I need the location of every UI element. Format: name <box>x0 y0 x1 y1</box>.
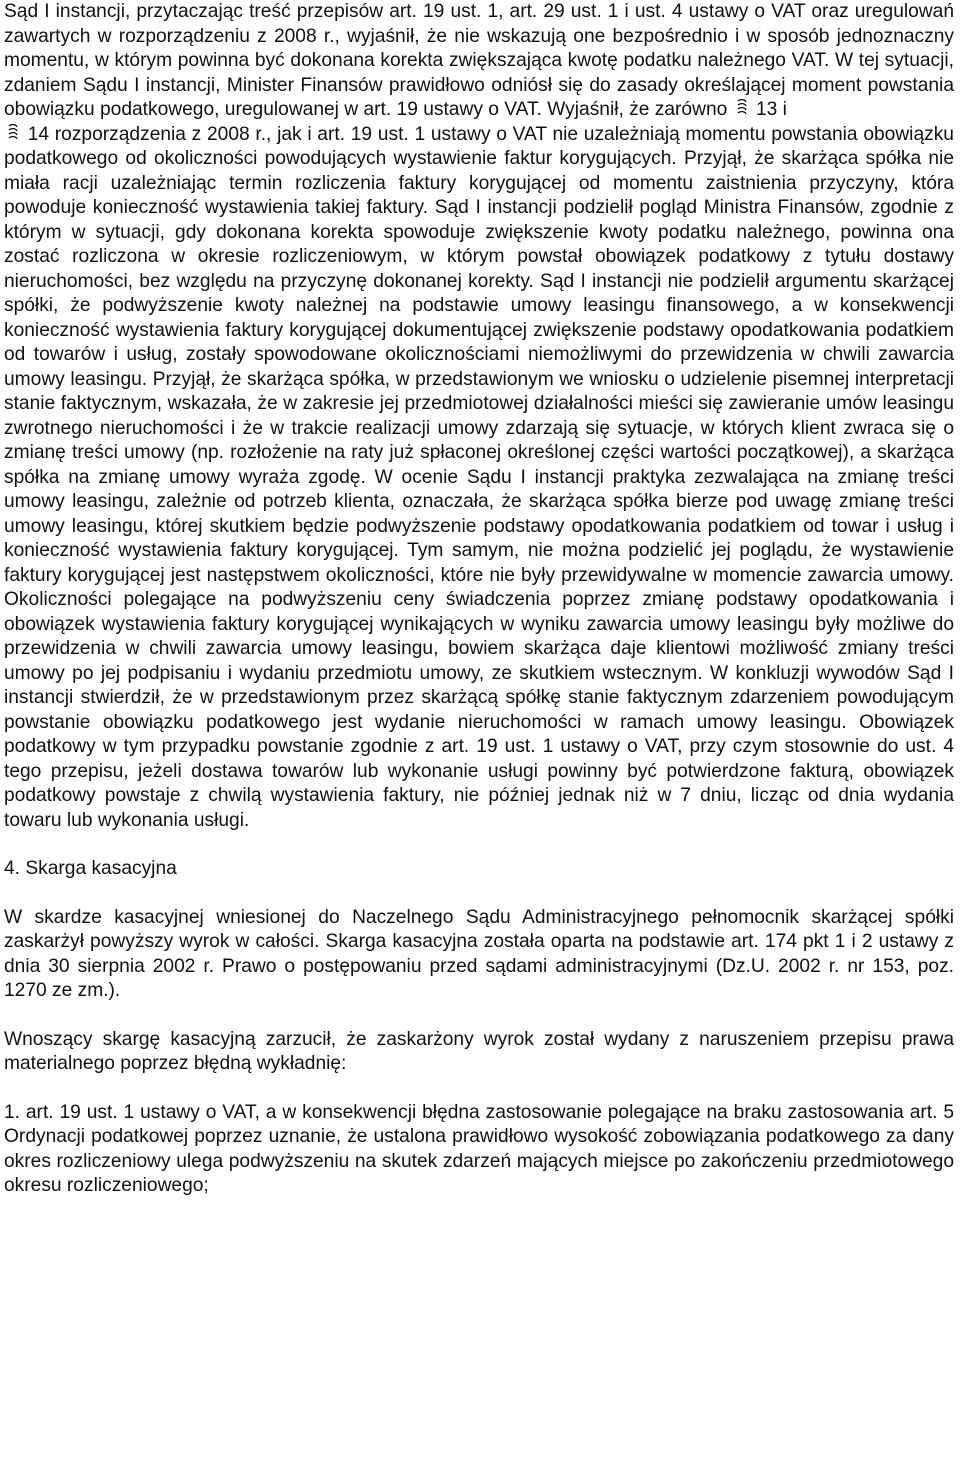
paragraph-court-reasoning-part3: 14 rozporządzenia z 2008 r., jak i art. 19 ust. 1 ustawy o VAT nie uzależniają momentu powstania obowiązku podatkowego od okoliczności powodujących wystawienie faktur korygujących. Przyjął, że skarżąca spółka nie miała racji uzależniając termin rozliczenia faktury korygującej od momentu zaistnienia przyczyny, która powoduje konieczność wystawienia takiej faktury. Sąd I instancji podzielił pogląd Ministra Finansów, zgodnie z którym w sytuacji, gdy dokonana korekta spowoduje zwiększenie kwoty podatku należnego, powinna ona zostać rozliczona w okresie rozliczeniowym, w którym powstał obowiązek podatkowy z tytułu dostawy nieruchomości, bez względu na przyczynę dokonanej korekty. Sąd I instancji nie podzielił argumentu skarżącej spółki, że podwyższenie kwoty należnej na podstawie umowy leasingu finansowego, a w konsekwencji konieczność wystawienia faktury korygującej dokumentującej zwiększenie podstawy opodatkowania podatkiem od towarów i usług, zostały spowodowane okolicznościami niemożliwymi do przewidzenia w chwili zawarcia umowy leasingu. Przyjął, że skarżąca spółka, w przedstawionym we wniosku o udzielenie pisemnej interpretacji stanie faktycznym, wskazała, że w zakresie jej przedmiotowej działalności mieści się zawieranie umów leasingu zwrotnego nieruchomości i że w trakcie realizacji umowy zdarzają się sytuacje, w których klient zwraca się o zmianę treści umowy (np. rozłożenie na raty już spłaconej określonej części wartości początkowej), a skarżąca spółka na zmianę umowy wyraża zgodę. W ocenie Sądu I instancji praktyka zezwalająca na zmianę treści umowy leasingu, zależnie od potrzeb klienta, oznaczała, że skarżąca spółka bierze pod uwagę zmianę treści umowy leasingu, której skutkiem będzie podwyższenie podstawy opodatkowania podatkiem od towar i usług i konieczność wystawienia faktury korygującej. Tym samym, nie można podzielić jej poglądu, że wystawienie faktury korygującej jest następstwem okoliczności, które nie były przewidywalne w momencie zawarcia umowy. Okoliczności polegające na podwyższeniu ceny świadczenia poprzez zmianę podstawy opodatkowania i obowiązek wystawienia faktury korygującej wynikających w wyniku zawarcia umowy leasingu były możliwe do przewidzenia w chwili zawarcia umowy leasingu, bowiem skarżąca daje klientowi możliwość zmiany treści umowy po jej podpisaniu i wydaniu przedmiotu umowy, ze skutkiem wstecznym. W konkluzji wywodów Sąd I instancji stwierdził, że w przedstawionym przez skarżącą spółkę stanie faktycznym zdarzeniem powodującym powstanie obowiązku podatkowego jest wydanie nieruchomości w ramach umowy leasingu. Obowiązek podatkowy w tym przypadku powstanie zgodnie z art. 19 ust. 1 ustawy o VAT, przy czym stosownie do ust. 4 tego przepisu, jeżeli dostawa towarów lub wykonanie usługi powinny być potwierdzone fakturą, obowiązek podatkowy powstaje z chwilą wystawienia faktury, nie później jednak niż w 7 dniu, licząc od dnia wydania towaru lub wykonania usługi. <box>4 123 954 831</box>
spacer <box>4 1004 954 1028</box>
paragraph-court-reasoning-part1: Sąd I instancji, przytaczając treść przepisów art. 19 ust. 1, art. 29 ust. 1 i ust. 4 ustawy o VAT oraz uregulowań zawartych w rozporządzeniu z 2008 r., wyjaśnił, że nie wskazują one bezpośrednio i w sposób jednoznaczny momentu, w którym powinna być dokonana korekta zwiększająca kwotę podatku należnego VAT. W tej sytuacji, zdaniem Sądu I instancji, Minister Finansów prawidłowo odniósł się do zasady określającej moment powstania obowiązku podatkowego, uregulowanej w art. 19 ustawy o VAT. Wyjaśnił, że zarówno <box>4 1 954 120</box>
paragraph-court-reasoning-part2: 13 i <box>755 99 787 120</box>
paragraph-allegation: Wnoszący skargę kasacyjną zarzucił, że zaskarżony wyrok został wydany z naruszeniem przepisu prawa materialnego poprzez błędną wykładnię: <box>4 1028 954 1074</box>
spacer <box>4 833 954 857</box>
section-heading-4: 4. Skarga kasacyjna <box>4 858 177 879</box>
list-item-1: 1. art. 19 ust. 1 ustawy o VAT, a w konsekwencji błędna zastosowanie polegające na braku zastosowania art. 5 Ordynacji podatkowej poprzez uznanie, że ustalona prawidłowo wysokość zobowiązania podatkowego za dany okres rozliczeniowy ulega podwyższeniu na skutek zdarzeń mających miejsce po zakończeniu przedmiotowego okresu rozliczeniowego; <box>4 1101 954 1196</box>
section-sign-icon <box>6 124 20 142</box>
section-sign-icon <box>735 99 749 117</box>
paragraph-court-reasoning <box>4 0 954 833</box>
paragraph-cassation-complaint: W skardze kasacyjnej wniesionej do Naczelnego Sądu Administracyjnego pełnomocnik skarżącej spółki zaskarżył powyższy wyrok w całości. Skarga kasacyjna została oparta na podstawie art. 174 pkt 1 i 2 ustawy z dnia 30 sierpnia 2002 r. Prawo o postępowaniu przed sądami administracyjnymi (Dz.U. 2002 r. nr 153, poz. 1270 ze zm.). <box>4 906 954 1001</box>
spacer <box>4 882 954 906</box>
spacer <box>4 1077 954 1101</box>
